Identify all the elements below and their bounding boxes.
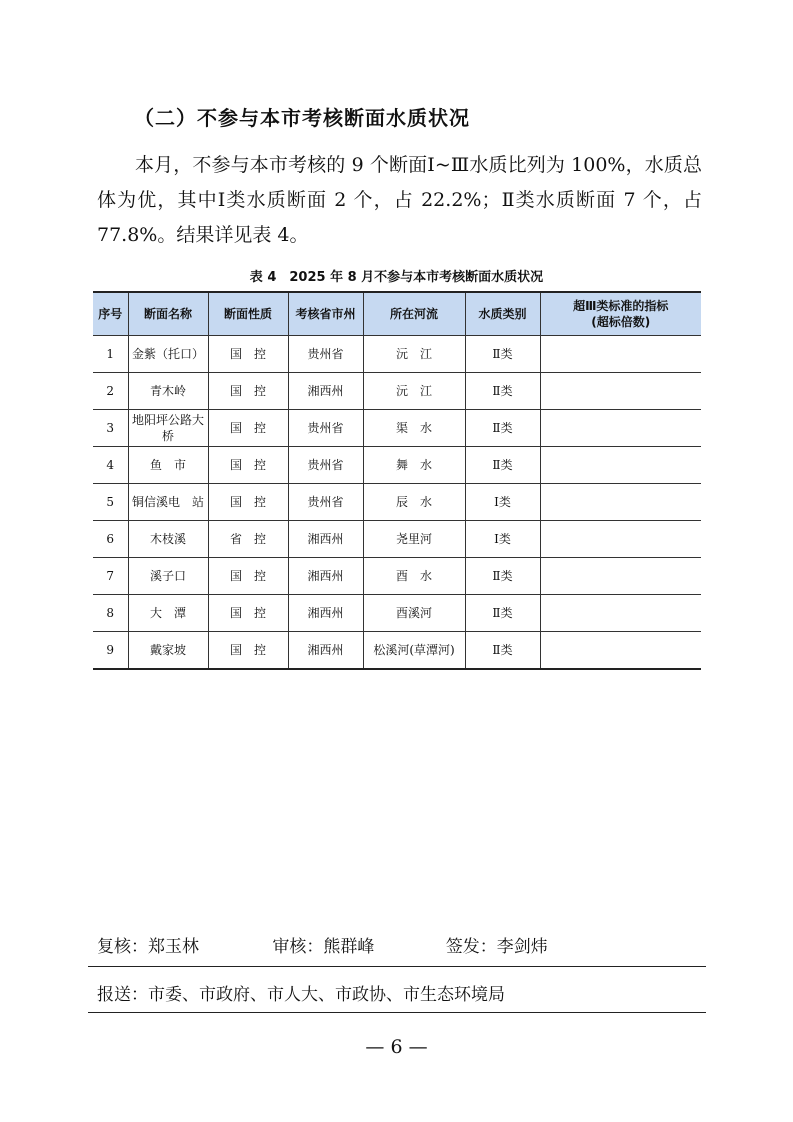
cell-exceed <box>540 410 701 447</box>
table-row <box>93 558 701 595</box>
cell-name: 地阳坪公路大桥 <box>128 410 208 447</box>
cell-nature: 国 控 <box>208 373 288 410</box>
cell-category: Ⅱ类 <box>465 336 540 373</box>
cell-exceed <box>540 521 701 558</box>
cell-region: 贵州省 <box>288 410 363 447</box>
table-header-row <box>93 292 701 336</box>
cell-name: 青木岭 <box>128 373 208 410</box>
cell-exceed <box>540 373 701 410</box>
cell-category: Ⅱ类 <box>465 558 540 595</box>
col-header-region: 考核省市州 <box>288 292 363 336</box>
cell-category: Ⅱ类 <box>465 632 540 670</box>
cell-river: 渠 水 <box>363 410 465 447</box>
cell-nature: 国 控 <box>208 558 288 595</box>
table-row <box>93 521 701 558</box>
cell-river: 沅 江 <box>363 373 465 410</box>
cell-seq: 6 <box>93 521 128 558</box>
cell-region: 贵州省 <box>288 447 363 484</box>
table-row <box>93 632 701 670</box>
cell-region: 贵州省 <box>288 484 363 521</box>
auditor: 审核：熊群峰 <box>272 937 375 957</box>
cell-exceed <box>540 595 701 632</box>
cell-category: Ⅱ类 <box>465 595 540 632</box>
cell-nature: 省 控 <box>208 521 288 558</box>
cell-seq: 3 <box>93 410 128 447</box>
cell-exceed <box>540 336 701 373</box>
cell-seq: 9 <box>93 632 128 670</box>
table-row <box>93 336 701 373</box>
cell-nature: 国 控 <box>208 336 288 373</box>
cell-river: 尧里河 <box>363 521 465 558</box>
cell-name: 鱼 市 <box>128 447 208 484</box>
table-row <box>93 410 701 447</box>
cell-seq: 7 <box>93 558 128 595</box>
col-header-exceed-line2: (超标倍数) <box>591 315 651 329</box>
cell-river: 松溪河(草潭河) <box>363 632 465 670</box>
cell-exceed <box>540 484 701 521</box>
cell-nature: 国 控 <box>208 447 288 484</box>
cell-region: 湘西州 <box>288 558 363 595</box>
cell-category: Ⅱ类 <box>465 373 540 410</box>
cell-exceed <box>540 632 701 670</box>
cell-river: 舞 水 <box>363 447 465 484</box>
cell-category: Ⅱ类 <box>465 410 540 447</box>
cell-nature: 国 控 <box>208 410 288 447</box>
cell-category: Ⅰ类 <box>465 521 540 558</box>
cell-seq: 1 <box>93 336 128 373</box>
cell-name: 溪子口 <box>128 558 208 595</box>
divider-bottom <box>88 1012 706 1013</box>
cell-exceed <box>540 447 701 484</box>
cell-exceed <box>540 558 701 595</box>
signoff-line <box>97 932 707 957</box>
cell-river: 酉溪河 <box>363 595 465 632</box>
issuer: 签发：李剑炜 <box>445 937 548 957</box>
cell-nature: 国 控 <box>208 484 288 521</box>
col-header-name: 断面名称 <box>128 292 208 336</box>
page-number: — 6 — <box>365 1036 428 1058</box>
cell-region: 湘西州 <box>288 595 363 632</box>
section-heading: （二）不参与本市考核断面水质状况 <box>134 106 470 130</box>
cell-seq: 4 <box>93 447 128 484</box>
cell-region: 湘西州 <box>288 521 363 558</box>
table-row <box>93 595 701 632</box>
col-header-exceed-line1: 超Ⅲ类标准的指标 <box>573 299 669 313</box>
cell-name: 戴家坡 <box>128 632 208 670</box>
divider-top <box>88 966 706 967</box>
cell-nature: 国 控 <box>208 632 288 670</box>
table-row <box>93 484 701 521</box>
cell-name: 金紫（托口） <box>128 336 208 373</box>
summary-text: 本月，不参与本市考核的 9 个断面Ⅰ~Ⅲ水质比列为 100%，水质总体为优，其中Ⅰ类水质断面 2 个，占 22.2%；Ⅱ类水质断面 7 个，占 77.8%。结果详见表 4。 <box>97 154 702 246</box>
cell-river: 沅 江 <box>363 336 465 373</box>
cell-region: 贵州省 <box>288 336 363 373</box>
cell-nature: 国 控 <box>208 595 288 632</box>
table-caption: 表 4 2025 年 8 月不参与本市考核断面水质状况 <box>249 270 544 285</box>
col-header-exceed <box>540 292 701 336</box>
water-quality-table <box>93 291 701 670</box>
col-header-category: 水质类别 <box>465 292 540 336</box>
cell-name: 木枝溪 <box>128 521 208 558</box>
distribution-line: 报送：市委、市政府、市人大、市政协、市生态环境局 <box>97 985 505 1005</box>
cell-river: 酉 水 <box>363 558 465 595</box>
summary-paragraph <box>97 148 702 253</box>
cell-region: 湘西州 <box>288 373 363 410</box>
cell-seq: 2 <box>93 373 128 410</box>
cell-name: 大 潭 <box>128 595 208 632</box>
cell-seq: 5 <box>93 484 128 521</box>
cell-category: Ⅰ类 <box>465 484 540 521</box>
col-header-river: 所在河流 <box>363 292 465 336</box>
cell-region: 湘西州 <box>288 632 363 670</box>
cell-seq: 8 <box>93 595 128 632</box>
cell-name: 铜信溪电 站 <box>128 484 208 521</box>
col-header-seq: 序号 <box>93 292 128 336</box>
table-row <box>93 447 701 484</box>
col-header-nature: 断面性质 <box>208 292 288 336</box>
reviewer: 复核：郑玉林 <box>97 937 199 957</box>
cell-category: Ⅱ类 <box>465 447 540 484</box>
cell-river: 辰 水 <box>363 484 465 521</box>
table-row <box>93 373 701 410</box>
